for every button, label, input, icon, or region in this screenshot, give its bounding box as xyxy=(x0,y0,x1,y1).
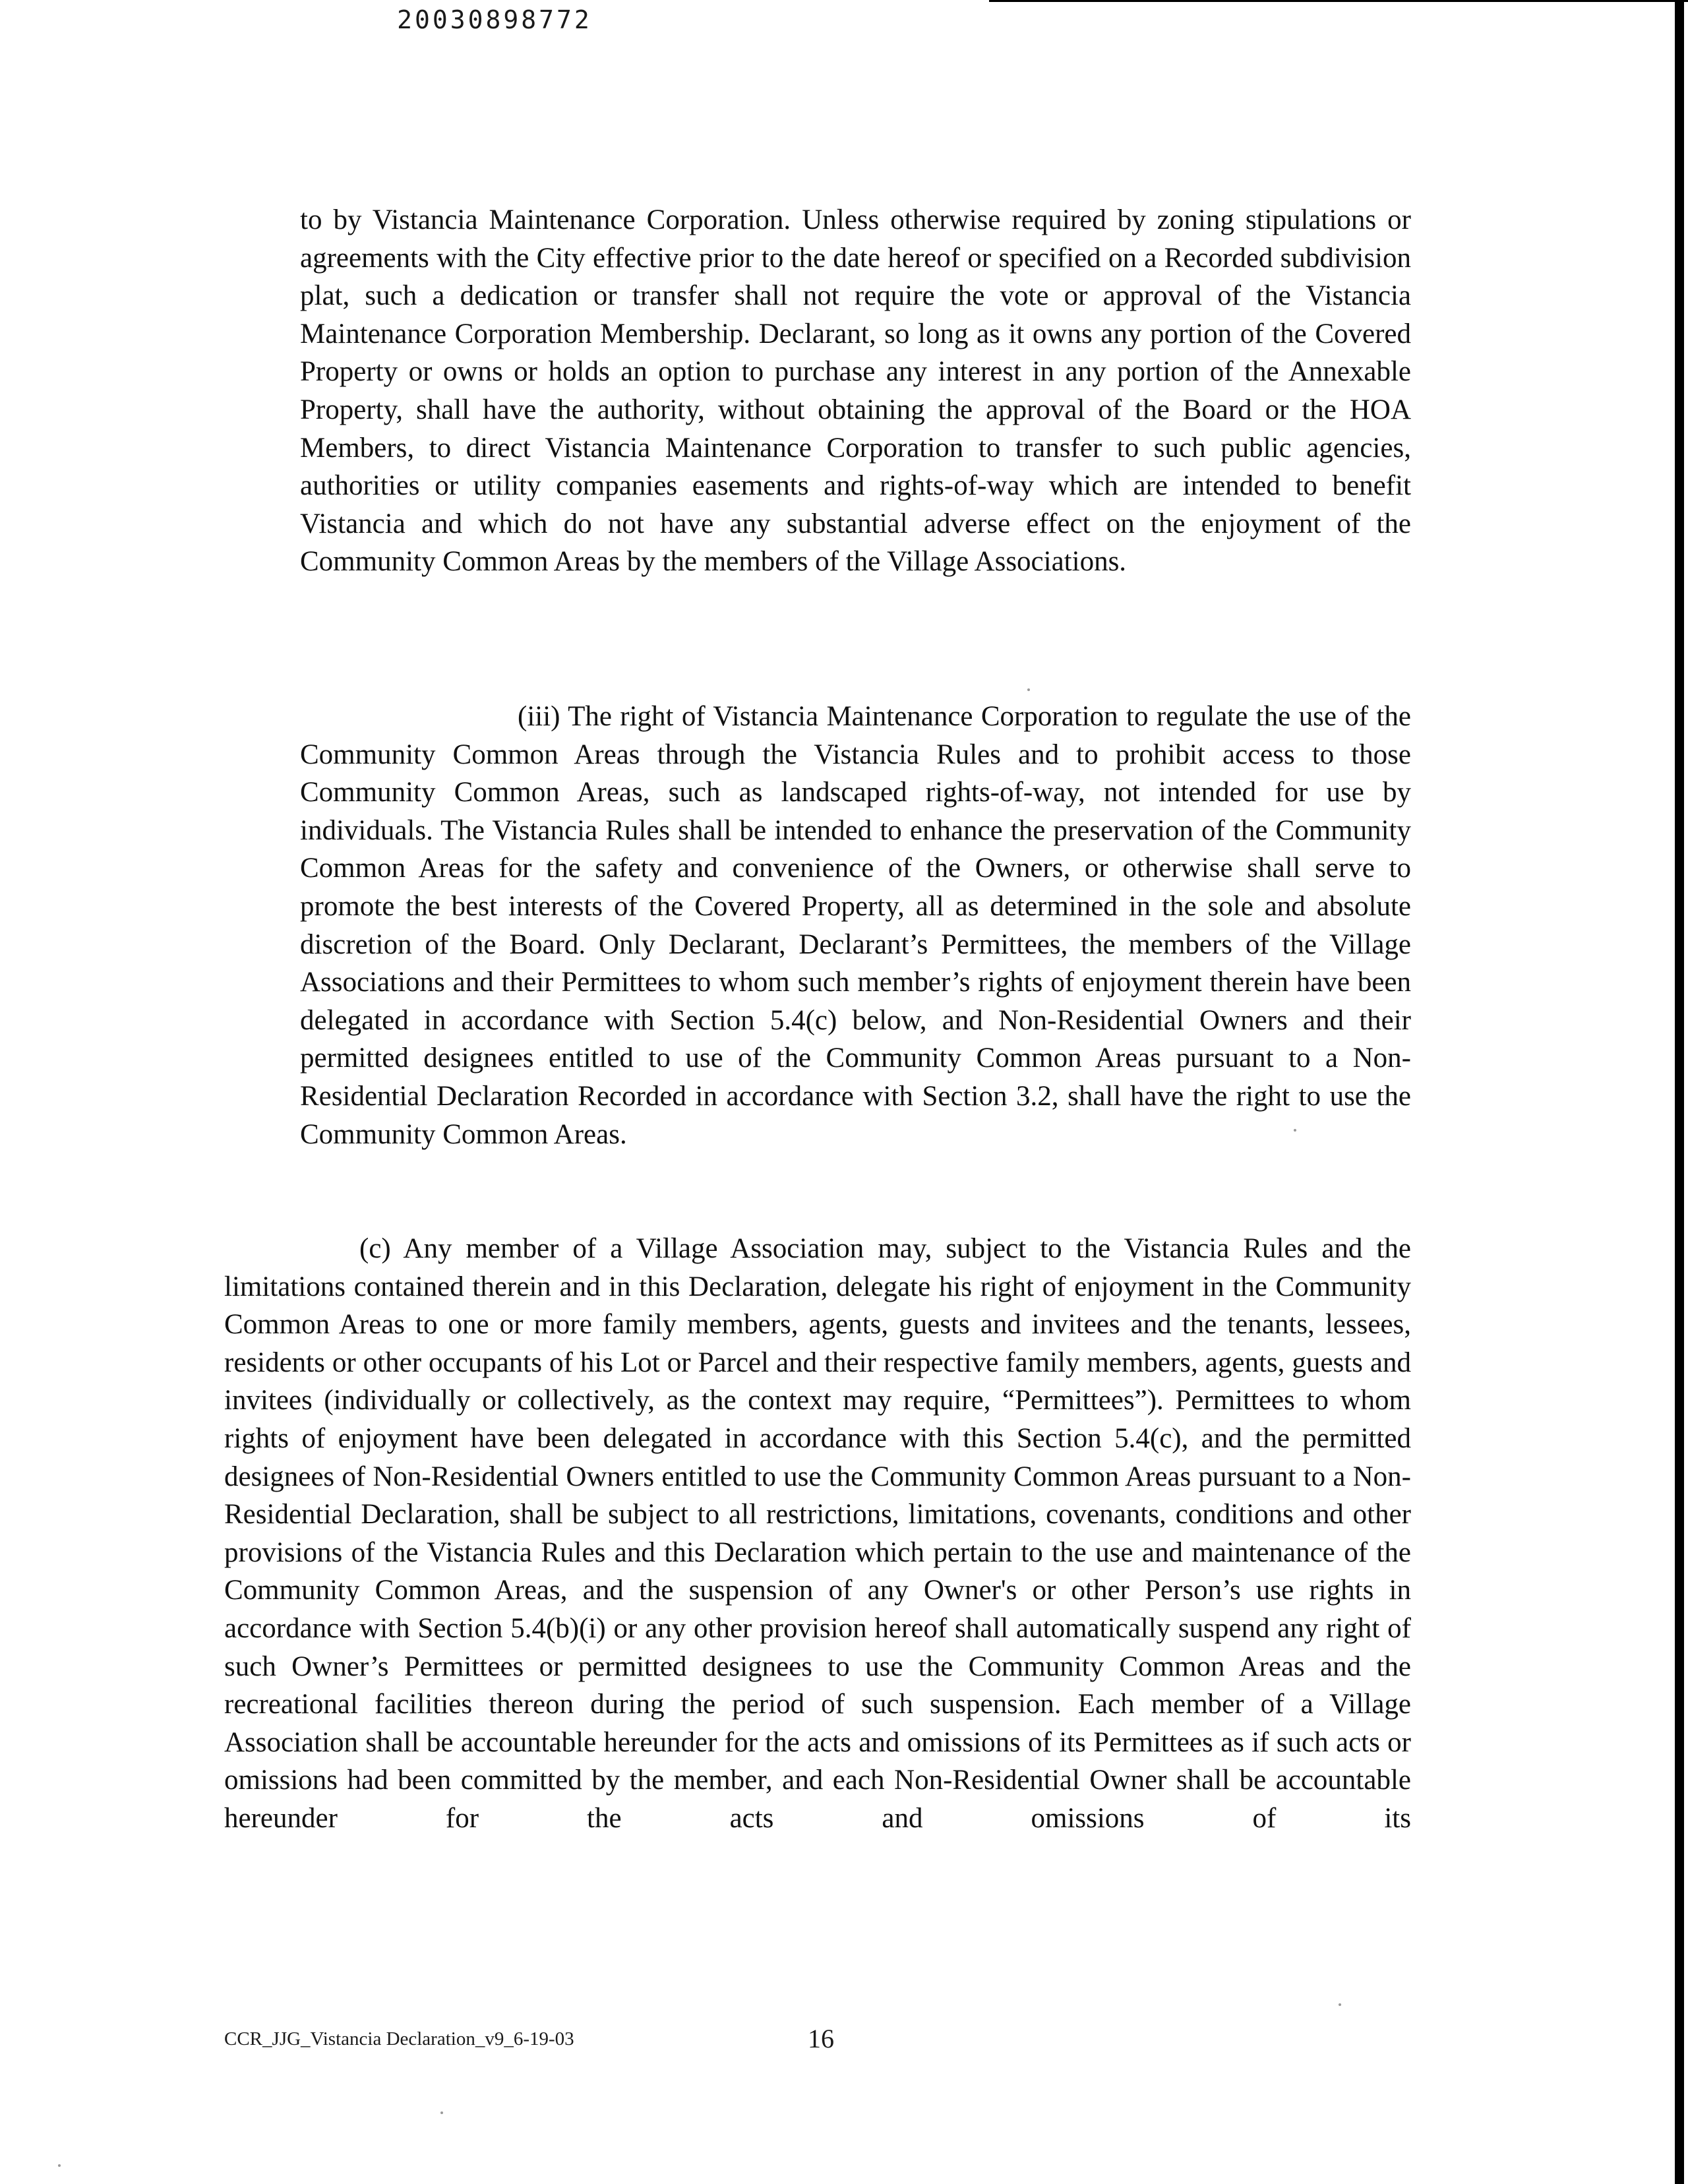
paragraph-continued: to by Vistancia Maintenance Corporation. Unless otherwise required by zoning stipulations or agreements with the City effective prior to the date hereof or specified on a Recorded subdivision plat, such a dedication or transfer shall not require the vote or approval of the Vistancia Maintenance Corporation Membership. Declarant, so long as it owns any portion of the Covered Property or owns or holds an option to purchase any interest in any portion of the Annexable Property, shall have the authority, without obtaining the approval of the Board or the HOA Members, to direct Vistancia Maintenance Corporation to transfer to such public agencies, authorities or utility companies easements and rights-of-way which are intended to benefit Vistancia and which do not have any substantial adverse effect on the enjoyment of the Community Common Areas by the members of the Village Associations. xyxy=(300,204,1411,578)
recording-number: 20030898772 xyxy=(397,5,592,34)
scan-speck xyxy=(1339,2003,1341,2006)
top-border-line xyxy=(989,0,1688,2)
scan-speck xyxy=(440,2111,443,2114)
paragraph-c: (c) Any member of a Village Association may, subject to the Vistancia Rules and the limitations contained therein and in this Declaration, delegate his right of enjoyment in the Community Common Areas to one or more family members, agents, guests and invitees and the tenants, lessees, residents or other occupants of his Lot or Parcel and their respective family members, agents, guests and invitees (individually or collectively, as the context may require, “Permittees”). Permittees to whom rights of enjoyment have been delegated in accordance with this Section 5.4(c), and the permitted designees of Non-Residential Owners entitled to use the Community Common Areas pursuant to a Non-Residential Declaration, shall be subject to all restrictions, limitations, covenants, conditions and other provisions of the Vistancia Rules and this Declaration which pertain to the use and maintenance of the Community Common Areas, and the suspension of any Owner's or other Person’s use rights in accordance with Section 5.4(b)(i) or any other provision hereof shall automatically suspend any right of such Owner’s Permittees or permitted designees to use the Community Common Areas and the recreational facilities thereon during the period of such suspension. Each member of a Village Association shall be accountable hereunder for the acts and omissions of its Permittees as if such acts or omissions had been committed by the member, and each Non-Residential Owner shall be accountable hereunder for the acts and omissions of its xyxy=(224,1233,1411,1834)
scan-speck xyxy=(1027,688,1030,691)
footer-document-id: CCR_JJG_Vistancia Declaration_v9_6-19-03 xyxy=(224,2028,574,2049)
scan-edge-border xyxy=(1675,0,1684,2184)
scan-speck xyxy=(58,2164,61,2167)
page-number: 16 xyxy=(808,2024,834,2053)
paragraph-iii: (iii) The right of Vistancia Maintenance Corporation to regulate the use of the Community Common Areas through the Vistancia Rules and to prohibit access to those Community Common Areas, such as landscaped rights-of-way, not intended for use by individuals. The Vistancia Rules shall be intended to enhance the preservation of the Community Common Areas for the safety and convenience of the Owners, or otherwise shall serve to promote the best interests of the Covered Property, all as determined in the sole and absolute discretion of the Board. Only Declarant, Declarant’s Permittees, the members of the Village Associations and their Permittees to whom such member’s rights of enjoyment therein have been delegated in accordance with Section 5.4(c) below, and Non-Residential Owners and their permitted designees entitled to use of the Community Common Areas pursuant to a Non-Residential Declaration Recorded in accordance with Section 3.2, shall have the right to use the Community Common Areas. xyxy=(300,701,1411,1150)
scan-speck xyxy=(1294,1129,1296,1132)
